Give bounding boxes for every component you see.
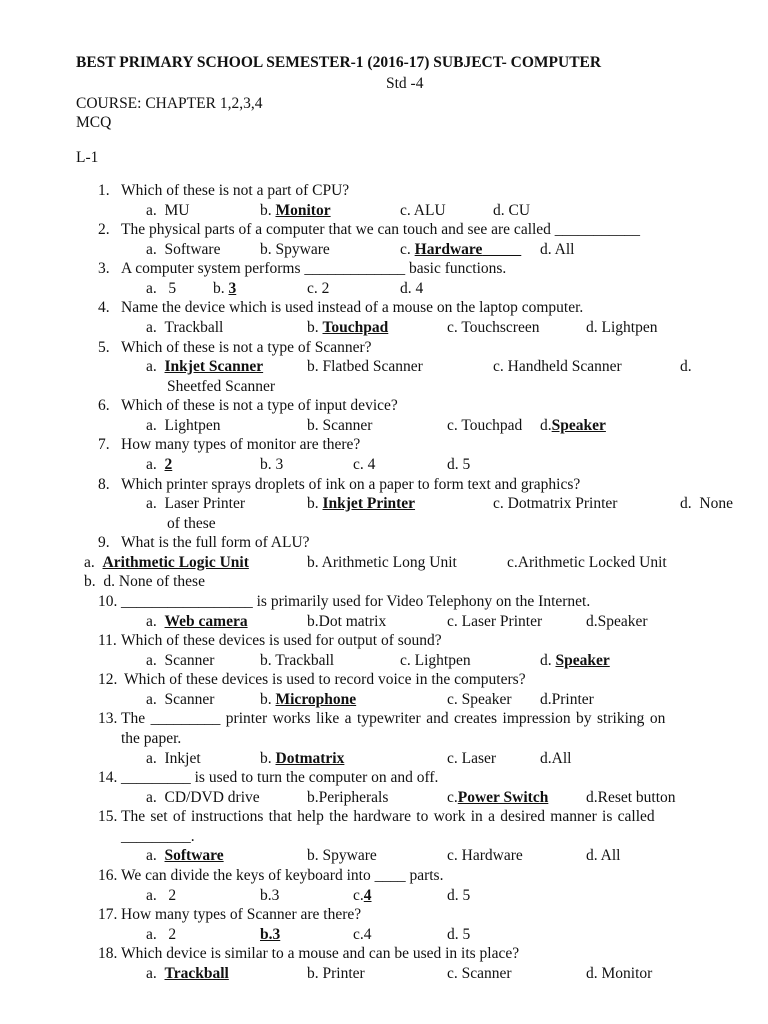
option-c: c.Power Switch xyxy=(447,789,549,806)
option-b: b. Arithmetic Long Unit xyxy=(307,554,457,571)
question-text: _________ is used to turn the computer on and off. xyxy=(121,769,439,786)
option-c: c. Touchpad xyxy=(447,417,523,434)
option-d: d.Printer xyxy=(540,691,594,708)
question-text: Which printer sprays droplets of ink on a paper to form text and graphics? xyxy=(121,476,581,493)
question-number: 8. xyxy=(98,476,110,493)
option-d: d.All xyxy=(540,750,572,767)
option-a: a. 5 xyxy=(146,280,177,297)
option-d: d. None xyxy=(680,495,733,512)
option-d: d. xyxy=(680,358,692,375)
option-d: d.Reset button xyxy=(586,789,676,806)
option-c: c. Scanner xyxy=(447,965,512,982)
option-c: c.Arithmetic Locked Unit xyxy=(507,554,667,571)
question-text: Which of these devices is used to record voice in the computers? xyxy=(124,671,526,688)
question-number: 4. xyxy=(98,299,110,316)
option-a: a. MU xyxy=(146,202,190,219)
question-number: 11. xyxy=(98,632,117,649)
question-number: 16. xyxy=(98,867,118,884)
option-a: a. Trackball xyxy=(146,319,224,336)
option-b: b. Microphone xyxy=(260,691,357,708)
option-c: c. Hardware_____ xyxy=(400,241,522,258)
option-a: a. Scanner xyxy=(146,691,215,708)
question-number: 3. xyxy=(98,260,110,277)
question-number: 18. xyxy=(98,945,118,962)
question-number: 2. xyxy=(98,221,110,238)
option-d: d. All xyxy=(540,241,575,258)
option-b: b. Trackball xyxy=(260,652,335,669)
option-d: d. 5 xyxy=(447,926,471,943)
option-d: d. 5 xyxy=(447,887,471,904)
option-a: a. Trackball xyxy=(146,965,229,982)
question-text: How many types of monitor are there? xyxy=(121,436,361,453)
question-text: A computer system performs _____________ basic functions. xyxy=(121,260,507,277)
option-c: c. 4 xyxy=(353,456,376,473)
option-c: c. Dotmatrix Printer xyxy=(493,495,618,512)
question-text: _________________ is primarily used for Video Telephony on the Internet. xyxy=(121,593,591,610)
option-b: b. Flatbed Scanner xyxy=(307,358,423,375)
question-text: Which of these is not a part of CPU? xyxy=(121,182,350,199)
option-b: b.3 xyxy=(260,926,281,943)
question-text: What is the full form of ALU? xyxy=(121,534,310,551)
option-c: c. Lightpen xyxy=(400,652,471,669)
question-number: 12. xyxy=(98,671,118,688)
question-text: The _________ printer works like a typewriter and creates impression by striking on xyxy=(121,710,666,727)
option-b: b. Monitor xyxy=(260,202,331,219)
option-b: b. 3 xyxy=(213,280,237,297)
question-number: 6. xyxy=(98,397,110,414)
lesson-label: L-1 xyxy=(76,149,99,166)
standard-label: Std -4 xyxy=(386,75,424,92)
option-c: c. ALU xyxy=(400,202,446,219)
option-d: d. 5 xyxy=(447,456,471,473)
option-a: a. Web camera xyxy=(146,613,248,630)
question-number: 17. xyxy=(98,906,118,923)
option-b: b. Scanner xyxy=(307,417,373,434)
option-b: b. Printer xyxy=(307,965,365,982)
option-c: c.4 xyxy=(353,926,372,943)
option-a: a. Scanner xyxy=(146,652,215,669)
question-text: Which device is similar to a mouse and can be used in its place? xyxy=(121,945,520,962)
question-number: 5. xyxy=(98,339,110,356)
question-number: 7. xyxy=(98,436,110,453)
question-text: How many types of Scanner are there? xyxy=(121,906,362,923)
option-d: b. d. None of these xyxy=(84,573,205,590)
question-number: 15. xyxy=(98,808,118,825)
option-d: d. Lightpen xyxy=(586,319,658,336)
option-a: a. 2 xyxy=(146,887,177,904)
option-c: c. Hardware xyxy=(447,847,523,864)
option-b: b. Touchpad xyxy=(307,319,389,336)
option-b: b.3 xyxy=(260,887,280,904)
option-c: c. 2 xyxy=(307,280,330,297)
option-d: d.Speaker xyxy=(586,613,648,630)
question-text-continued: the paper. xyxy=(121,730,182,747)
option-c: c. Handheld Scanner xyxy=(493,358,622,375)
option-d: d. Speaker xyxy=(540,652,610,669)
option-a: a. 2 xyxy=(146,456,173,473)
option-a: a. Software xyxy=(146,241,221,258)
option-d-continued: of these xyxy=(167,515,216,532)
option-b: b.Peripherals xyxy=(307,789,389,806)
mcq-label: MCQ xyxy=(76,114,112,131)
option-c: c.4 xyxy=(353,887,372,904)
option-d: d. CU xyxy=(493,202,531,219)
question-text-continued: _________. xyxy=(121,828,195,845)
question-number: 14. xyxy=(98,769,118,786)
option-a: a. Software xyxy=(146,847,224,864)
option-a: a. Inkjet xyxy=(146,750,201,767)
option-a: a. Laser Printer xyxy=(146,495,245,512)
option-d-text: Sheetfed Scanner xyxy=(167,378,276,395)
option-b: b.Dot matrix xyxy=(307,613,387,630)
option-d: d. All xyxy=(586,847,621,864)
page-title: BEST PRIMARY SCHOOL SEMESTER-1 (2016-17) SUBJECT- COMPUTER xyxy=(76,54,602,71)
option-b: b. 3 xyxy=(260,456,284,473)
option-a: a. Inkjet Scanner xyxy=(146,358,264,375)
option-c: c. Laser Printer xyxy=(447,613,543,630)
option-c: c. Speaker xyxy=(447,691,512,708)
option-d: d.Speaker xyxy=(540,417,606,434)
option-d: d. 4 xyxy=(400,280,424,297)
option-c: c. Touchscreen xyxy=(447,319,540,336)
question-text: Which of these devices is used for output of sound? xyxy=(121,632,442,649)
option-a: a. Lightpen xyxy=(146,417,221,434)
option-c: c. Laser xyxy=(447,750,497,767)
question-text: The physical parts of a computer that we can touch and see are called ___________ xyxy=(121,221,641,238)
option-b: b. Spyware xyxy=(307,847,377,864)
option-d: d. Monitor xyxy=(586,965,653,982)
question-text: Name the device which is used instead of a mouse on the laptop computer. xyxy=(121,299,584,316)
question-number: 9. xyxy=(98,534,110,551)
option-a: a. 2 xyxy=(146,926,177,943)
option-a: a. Arithmetic Logic Unit xyxy=(84,554,249,571)
option-b: b. Dotmatrix xyxy=(260,750,345,767)
question-number: 10. xyxy=(98,593,118,610)
option-b: b. Inkjet Printer xyxy=(307,495,416,512)
question-text: Which of these is not a type of Scanner? xyxy=(121,339,372,356)
question-text: The set of instructions that help the hardware to work in a desired manner is called xyxy=(121,808,655,825)
course-label: COURSE: CHAPTER 1,2,3,4 xyxy=(76,95,263,112)
question-text: We can divide the keys of keyboard into ____ parts. xyxy=(121,867,444,884)
option-a: a. CD/DVD drive xyxy=(146,789,260,806)
option-b: b. Spyware xyxy=(260,241,330,258)
question-number: 1. xyxy=(98,182,110,199)
question-number: 13. xyxy=(98,710,118,727)
question-text: Which of these is not a type of input device? xyxy=(121,397,398,414)
